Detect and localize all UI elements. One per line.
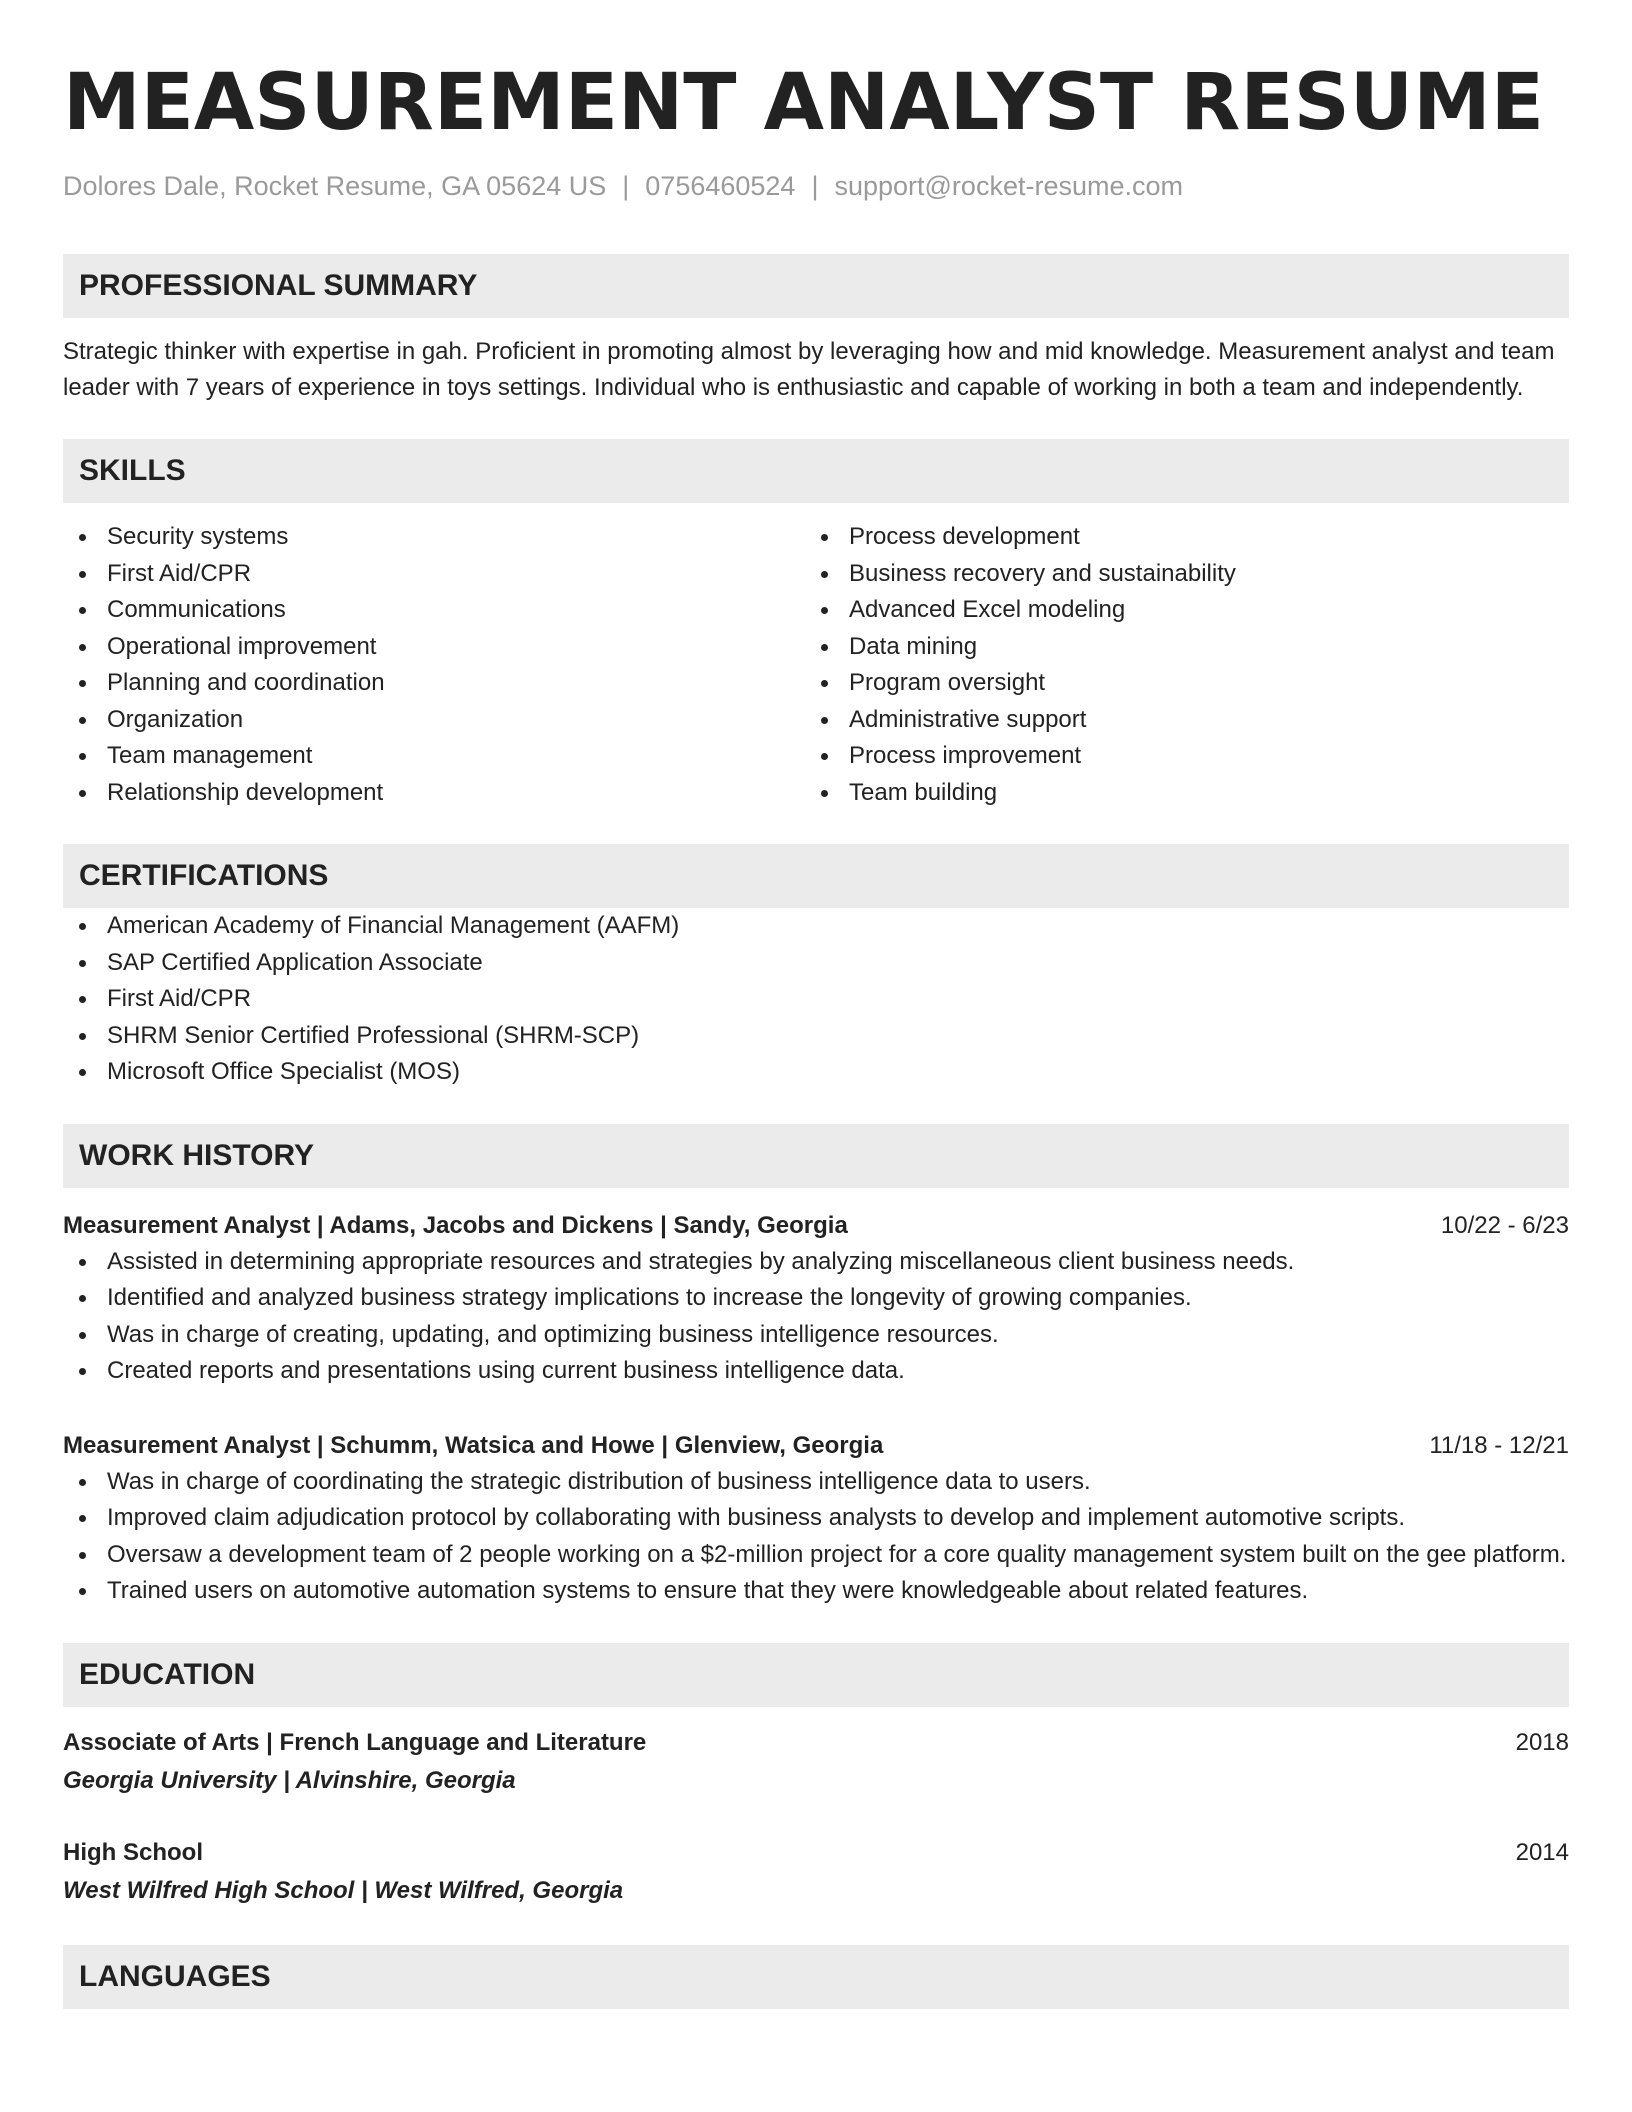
job-dates: 10/22 - 6/23 — [1440, 1211, 1569, 1239]
job-dates: 11/18 - 12/21 — [1429, 1431, 1569, 1459]
list-item: Operational improvement — [63, 629, 805, 666]
contact-line — [63, 167, 1569, 205]
list-item: Program oversight — [805, 665, 1547, 702]
section-heading-education: EDUCATION — [63, 1643, 1569, 1707]
list-item: SAP Certified Application Associate — [63, 945, 1569, 982]
list-item: Data mining — [805, 629, 1547, 666]
contact-separator: | — [622, 171, 630, 201]
section-heading-certifications: CERTIFICATIONS — [63, 844, 1569, 908]
list-item: Relationship development — [63, 775, 805, 812]
list-item: First Aid/CPR — [63, 981, 1569, 1018]
education-year: 2018 — [1515, 1728, 1569, 1756]
skills-list-right — [805, 519, 1547, 811]
section-heading-skills: SKILLS — [63, 439, 1569, 503]
section-heading-work-history: WORK HISTORY — [63, 1124, 1569, 1188]
skills-list-left — [63, 519, 805, 811]
list-item: Created reports and presentations using current business intelligence data. — [63, 1353, 1569, 1390]
list-item: Business recovery and sustainability — [805, 556, 1547, 593]
list-item: Security systems — [63, 519, 805, 556]
list-item: SHRM Senior Certified Professional (SHRM-SCP) — [63, 1018, 1569, 1055]
list-item: Administrative support — [805, 702, 1547, 739]
education-year: 2014 — [1515, 1838, 1569, 1866]
list-item: Assisted in determining appropriate resources and strategies by analyzing miscellaneous client business needs. — [63, 1244, 1569, 1281]
skills-column-right — [805, 519, 1547, 811]
list-item: Identified and analyzed business strategy implications to increase the longevity of growing companies. — [63, 1280, 1569, 1317]
education-school: Georgia University | Alvinshire, Georgia — [63, 1766, 516, 1794]
job-bullets — [63, 1464, 1569, 1610]
job-title: Measurement Analyst | Adams, Jacobs and Dickens | Sandy, Georgia — [63, 1211, 848, 1239]
job-entry — [63, 1428, 1569, 1610]
job-bullets — [63, 1244, 1569, 1390]
contact-address: Dolores Dale, Rocket Resume, GA 05624 US — [63, 171, 607, 201]
job-entry — [63, 1208, 1569, 1390]
list-item: Advanced Excel modeling — [805, 592, 1547, 629]
contact-separator: | — [811, 171, 819, 201]
education-entry — [63, 1725, 1569, 1799]
education-header — [63, 1835, 1569, 1871]
list-item: Trained users on automotive automation systems to ensure that they were knowledgeable about related features. — [63, 1573, 1569, 1610]
education-school: West Wilfred High School | West Wilfred, Georgia — [63, 1876, 624, 1904]
education-degree: Associate of Arts | French Language and Literature — [63, 1728, 647, 1756]
list-item: American Academy of Financial Management (AAFM) — [63, 908, 1569, 945]
list-item: First Aid/CPR — [63, 556, 805, 593]
list-item: Team management — [63, 738, 805, 775]
skills-grid — [63, 519, 1569, 811]
education-degree: High School — [63, 1838, 203, 1866]
job-title: Measurement Analyst | Schumm, Watsica and Howe | Glenview, Georgia — [63, 1431, 884, 1459]
list-item: Planning and coordination — [63, 665, 805, 702]
skills-column-left — [63, 519, 805, 811]
list-item: Team building — [805, 775, 1547, 812]
list-item: Oversaw a development team of 2 people working on a $2-million project for a core quality management system built on the gee platform. — [63, 1537, 1569, 1574]
summary-text: Strategic thinker with expertise in gah. Proficient in promoting almost by leveraging how and mid knowledge. Measurement analyst and team leader with 7 years of experience in toys settings. Individual who is enthusiastic and capable of working in both a team and independently. — [63, 338, 1555, 401]
education-header — [63, 1725, 1569, 1761]
contact-phone: 0756460524 — [645, 171, 796, 201]
section-heading-summary: PROFESSIONAL SUMMARY — [63, 254, 1569, 318]
section-heading-languages: LANGUAGES — [63, 1945, 1569, 2009]
list-item: Was in charge of creating, updating, and optimizing business intelligence resources. — [63, 1317, 1569, 1354]
job-header — [63, 1428, 1569, 1464]
list-item: Organization — [63, 702, 805, 739]
contact-email: support@rocket-resume.com — [834, 171, 1183, 201]
list-item: Process development — [805, 519, 1547, 556]
job-header — [63, 1208, 1569, 1244]
list-item: Communications — [63, 592, 805, 629]
list-item: Process improvement — [805, 738, 1547, 775]
education-entry — [63, 1835, 1569, 1909]
list-item: Improved claim adjudication protocol by collaborating with business analysts to develop and implement automotive scripts. — [63, 1500, 1569, 1537]
certifications-list — [63, 908, 1569, 1091]
list-item: Microsoft Office Specialist (MOS) — [63, 1054, 1569, 1091]
resume-title: MEASUREMENT ANALYST RESUME — [63, 58, 1545, 148]
list-item: Was in charge of coordinating the strategic distribution of business intelligence data to users. — [63, 1464, 1569, 1501]
